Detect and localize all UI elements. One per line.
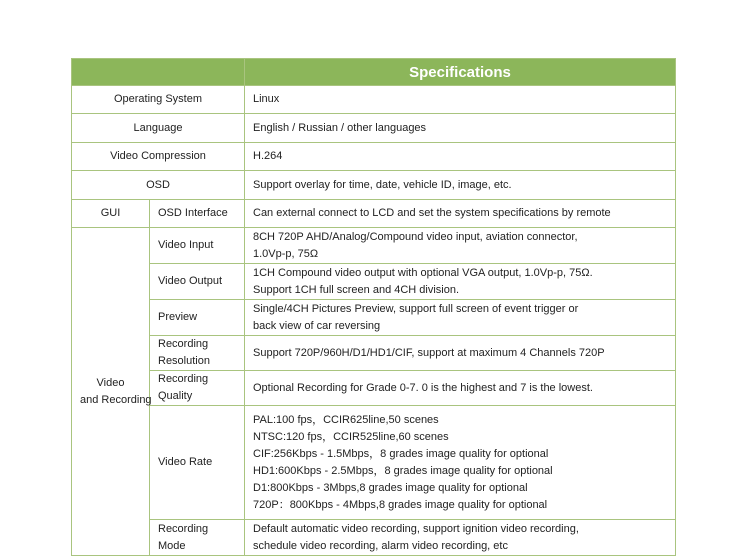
group-label-video-recording: [72, 228, 150, 556]
table-row: [72, 520, 676, 556]
row-value-osd: Support overlay for time, date, vehicle ID, image, etc.: [245, 171, 676, 200]
value-line: schedule video recording, alarm video recording, etc: [253, 539, 508, 552]
row-label-video-rate: Video Rate: [150, 406, 245, 520]
value-line: 1.0Vp-p, 75Ω: [253, 247, 319, 260]
table-row: [72, 264, 676, 300]
row-value-osd-interface: Can external connect to LCD and set the system specifications by remote: [245, 200, 676, 228]
label-line: Resolution: [158, 355, 210, 367]
table-row: [72, 228, 676, 264]
value-line: Single/4CH Pictures Preview, support full screen of event trigger or: [253, 302, 579, 315]
row-value-video-input: [245, 228, 676, 264]
value-line: HD1:600Kbps - 2.5Mbps，8 grades image quality for optional: [253, 464, 553, 477]
table-row: [72, 300, 676, 336]
row-value-video-rate: [245, 406, 676, 520]
value-line: 1CH Compound video output with optional VGA output, 1.0Vp-p, 75Ω.: [253, 266, 593, 279]
row-value-recording-resolution: Support 720P/960H/D1/HD1/CIF, support at maximum 4 Channels 720P: [245, 336, 676, 371]
table-row: [72, 171, 676, 200]
row-value-recording-quality: Optional Recording for Grade 0-7. 0 is the highest and 7 is the lowest.: [245, 371, 676, 406]
row-label-osd-interface: OSD Interface: [150, 200, 245, 228]
header-row: [72, 59, 676, 86]
row-value-video-compression: H.264: [245, 143, 676, 171]
group-label-line: Video: [96, 376, 125, 389]
row-label-osd: OSD: [72, 171, 245, 200]
table-title: Specifications: [245, 59, 676, 86]
table-row: [72, 143, 676, 171]
row-value-preview: [245, 300, 676, 336]
row-label-recording-quality: [150, 371, 245, 406]
table-row: [72, 371, 676, 406]
label-line: Recording: [158, 373, 209, 385]
specifications-table: [71, 58, 676, 556]
row-label-video-input: Video Input: [150, 228, 245, 264]
value-line: Support 1CH full screen and 4CH division.: [253, 283, 460, 296]
value-line: NTSC:120 fps，CCIR525line,60 scenes: [253, 430, 449, 443]
table-row: [72, 114, 676, 143]
row-label-video-output: Video Output: [150, 264, 245, 300]
table-row: [72, 86, 676, 114]
table-row: [72, 200, 676, 228]
header-blank-cell: [72, 59, 245, 86]
value-line: Default automatic video recording, support ignition video recording,: [253, 522, 579, 535]
value-line: PAL:100 fps，CCIR625line,50 scenes: [253, 413, 439, 426]
group-label-gui: GUI: [72, 200, 150, 228]
row-label-recording-mode: Recording Mode: [150, 520, 245, 556]
value-line: CIF:256Kbps - 1.5Mbps，8 grades image quality for optional: [253, 447, 549, 460]
row-value-operating-system: Linux: [245, 86, 676, 114]
value-line: D1:800Kbps - 3Mbps,8 grades image quality for optional: [253, 481, 528, 494]
table-row: [72, 336, 676, 371]
row-label-language: Language: [72, 114, 245, 143]
value-line: 8CH 720P AHD/Analog/Compound video input, aviation connector,: [253, 230, 578, 243]
row-label-operating-system: Operating System: [72, 86, 245, 114]
row-label-recording-resolution: [150, 336, 245, 371]
label-line: Recording: [158, 338, 209, 350]
value-line: 720P：800Kbps - 4Mbps,8 grades image quality for optional: [253, 498, 548, 511]
value-line: back view of car reversing: [253, 319, 381, 332]
label-line: Quality: [158, 390, 193, 402]
group-label-line: and Recording: [80, 393, 152, 406]
row-label-video-compression: Video Compression: [72, 143, 245, 171]
row-label-preview: Preview: [150, 300, 245, 336]
table-row: [72, 406, 676, 520]
row-value-recording-mode: [245, 520, 676, 556]
row-value-language: English / Russian / other languages: [245, 114, 676, 143]
row-value-video-output: [245, 264, 676, 300]
